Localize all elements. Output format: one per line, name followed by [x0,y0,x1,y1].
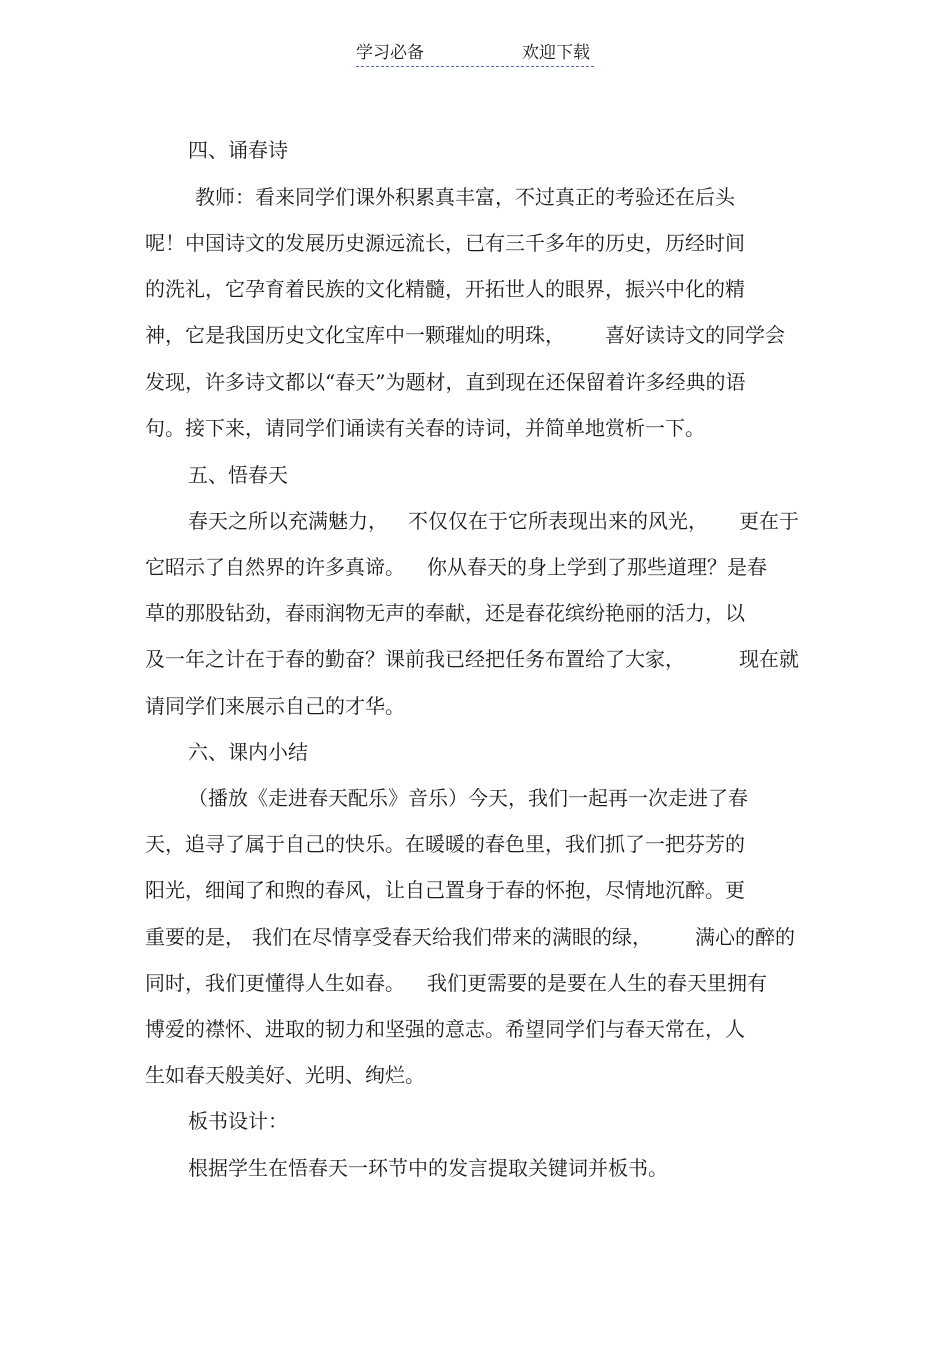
paragraph-line: 春天之所以充满魅力， [188,509,388,533]
section-heading-4: 四、诵春诗 [188,138,288,162]
paragraph-line: 我们在尽情享受春天给我们带来的满眼的绿， [252,925,652,949]
paragraph-line: 重要的是， [145,925,245,949]
paragraph-line: 发现，许多诗文都以“春天”为题材，直到现在还保留着许多经典的语 [145,370,746,394]
header-left-text: 学习必备 [356,43,424,63]
paragraph-line: 根据学生在悟春天一环节中的发言提取关键词并板书。 [188,1156,668,1180]
paragraph-line: 你从春天的身上学到了那些道理？是春 [427,555,767,579]
section-heading-5: 五、悟春天 [188,463,288,487]
board-design-heading: 板书设计： [188,1109,288,1133]
paragraph-line: 博爱的襟怀、进取的韧力和坚强的意志。希望同学们与春天常在，人 [145,1017,745,1041]
paragraph-line: 阳光，细闻了和煦的春风，让自己置身于春的怀抱，尽情地沉醉。更 [145,878,745,902]
paragraph-line: 句。接下来，请同学们诵读有关春的诗词，并简单地赏析一下。 [145,416,705,440]
paragraph-line: 神，它是我国历史文化宝库中一颗璀灿的明珠， [145,323,565,347]
paragraph-line: 满心的醉的 [695,925,795,949]
paragraph-line: 喜好读诗文的同学会 [605,323,785,347]
paragraph-line: 我们更需要的是要在人生的春天里拥有 [427,971,767,995]
page-header [356,42,594,67]
paragraph-line: 及一年之计在于春的勤奋？课前我已经把任务布置给了大家， [145,647,685,671]
header-right-text: 欢迎下载 [522,43,590,63]
paragraph-line: 草的那股钻劲，春雨润物无声的奉献，还是春花缤纷艳丽的活力，以 [145,601,745,625]
paragraph-line: 呢！中国诗文的发展历史源远流长，已有三千多年的历史，历经时间 [145,231,745,255]
paragraph-line: 的洗礼，它孕育着民族的文化精髓，开拓世人的眼界，振兴中化的精 [145,277,745,301]
section-heading-6: 六、课内小结 [188,740,308,764]
paragraph-line: 天，追寻了属于自己的快乐。在暖暖的春色里，我们抓了一把芬芳的 [145,832,745,856]
paragraph-line: 现在就 [739,647,799,671]
paragraph-line: 不仅仅在于它所表现出来的风光， [408,509,708,533]
paragraph-line: 生如春天般美好、光明、绚烂。 [145,1063,425,1087]
paragraph-line: 同时，我们更懂得人生如春。 [145,971,405,995]
paragraph-line: 更在于 [739,509,799,533]
paragraph-line: 请同学们来展示自己的才华。 [145,694,405,718]
paragraph-line: 它昭示了自然界的许多真谛。 [145,555,405,579]
paragraph-line: （播放《走进春天配乐》音乐）今天，我们一起再一次走进了春 [188,786,748,810]
paragraph-line: 教师：看来同学们课外积累真丰富，不过真正的考验还在后头 [195,185,735,209]
